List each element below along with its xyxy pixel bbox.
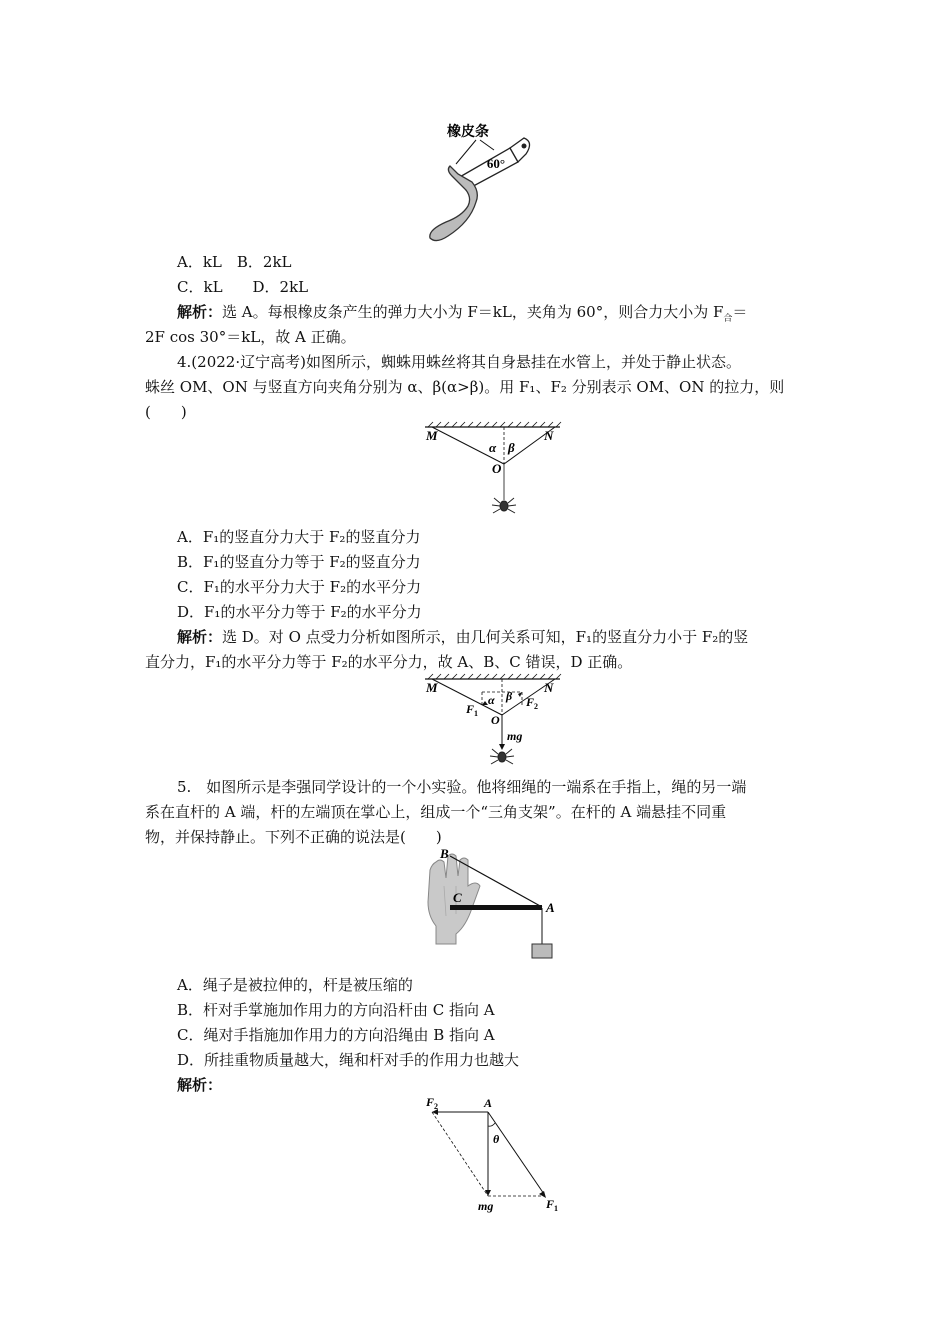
slingshot-figure (410, 118, 550, 244)
q4-option-c: C．F₁的水平分力大于 F₂的水平分力 (177, 578, 422, 596)
q5-option-c: C．绳对手指施加作用力的方向沿绳由 B 指向 A (177, 1026, 495, 1044)
f1-label: $F_1$ (466, 702, 479, 718)
q5-stem-line2: 系在直杆的 A 端，杆的左端顶在掌心上，组成一个“三角支架”。在杆的 A 端悬挂不同重 (145, 803, 727, 821)
q5-option-d: D．所挂重物质量越大，绳和杆对手的作用力也越大 (177, 1051, 520, 1069)
point-b-label: B (440, 846, 449, 861)
angle-60-label: 60° (486, 156, 506, 171)
q5-stem-line1: 5. 如图所示是李强同学设计的一个小实验。他将细绳的一端系在手指上，绳的另一端 (177, 778, 747, 796)
point-o-label: O (492, 461, 502, 476)
q3-answer-text: 选 A。每根橡皮条产生的弹力大小为 F＝kL，夹角为 60°，则合力大小为 F (222, 303, 724, 321)
vector-diagram-figure (420, 1092, 570, 1216)
mg-label: mg (478, 1199, 494, 1213)
mg-label: mg (507, 729, 523, 743)
beta-label: β (506, 689, 513, 703)
force-analysis-figure (420, 672, 565, 770)
q4-stem-line1: 4.(2022·辽宁高考)如图所示，蜘蛛用蛛丝将其自身悬挂在水管上，并处于静止状态。 (177, 353, 741, 371)
q4-answer-line1 (177, 627, 748, 647)
point-c-label: C (453, 890, 462, 905)
q4-answer-text: 选 D。对 O 点受力分析如图所示，由几何关系可知，F₁的竖直分力小于 F₂的竖 (222, 628, 749, 646)
q3-answer-eq: ＝ (732, 303, 748, 321)
hand-triangle-figure (420, 846, 570, 964)
theta-label: θ (493, 1132, 500, 1146)
jiexi-label: 解析： (177, 1076, 223, 1094)
q3-answer-line1 (177, 302, 747, 329)
q4-option-a: A．F₁的竖直分力大于 F₂的竖直分力 (177, 528, 421, 546)
spider-figure (420, 420, 565, 520)
point-a-label: A (546, 900, 555, 915)
spider-icon (492, 498, 516, 513)
q3-answer-line2: 2F cos 30°＝kL，故 A 正确。 (145, 328, 356, 346)
q4-option-b: B．F₁的竖直分力等于 F₂的竖直分力 (177, 553, 421, 571)
alpha-label: α (489, 440, 497, 455)
f2-label: $F_2$ (526, 695, 539, 711)
q3-option-cd: C．kL D．2kL (177, 278, 309, 296)
q4-answer-line2: 直分力，F₁的水平分力等于 F₂的水平分力，故 A、B、C 错误，D 正确。 (145, 653, 633, 671)
point-a-label: A (484, 1096, 493, 1110)
point-n-label: N (544, 428, 554, 443)
q4-stem-line2: 蛛丝 OM、ON 与竖直方向夹角分别为 α、β(α>β)。用 F₁、F₂ 分别表示 OM、ON 的拉力，则 (145, 378, 785, 396)
q5-option-a: A．绳子是被拉伸的，杆是被压缩的 (177, 976, 413, 994)
rubber-band-label: 橡皮条 (447, 125, 489, 140)
point-o-label: O (491, 713, 500, 727)
jiexi-label: 解析： (177, 628, 223, 646)
q4-option-d: D．F₁的水平分力等于 F₂的水平分力 (177, 603, 422, 621)
q5-stem-line3: 物，并保持静止。下列不正确的说法是( ) (145, 828, 442, 846)
q3-sub-he: 合 (723, 314, 733, 324)
q5-option-b: B．杆对手掌施加作用力的方向沿杆由 C 指向 A (177, 1001, 495, 1019)
q4-stem-line3: ( ) (145, 403, 187, 421)
q3-option-ab: A．kL B．2kL (177, 253, 292, 271)
spider-icon (490, 749, 514, 764)
point-n-label: N (544, 680, 554, 695)
alpha-label: α (488, 693, 495, 707)
point-m-label: M (426, 680, 438, 695)
q5-answer-label (177, 1075, 222, 1095)
beta-label: β (508, 440, 515, 455)
f2-label: $F_2$ (426, 1095, 439, 1111)
f1-label: $F_1$ (546, 1197, 559, 1213)
jiexi-label: 解析： (177, 303, 223, 321)
point-m-label: M (426, 428, 438, 443)
